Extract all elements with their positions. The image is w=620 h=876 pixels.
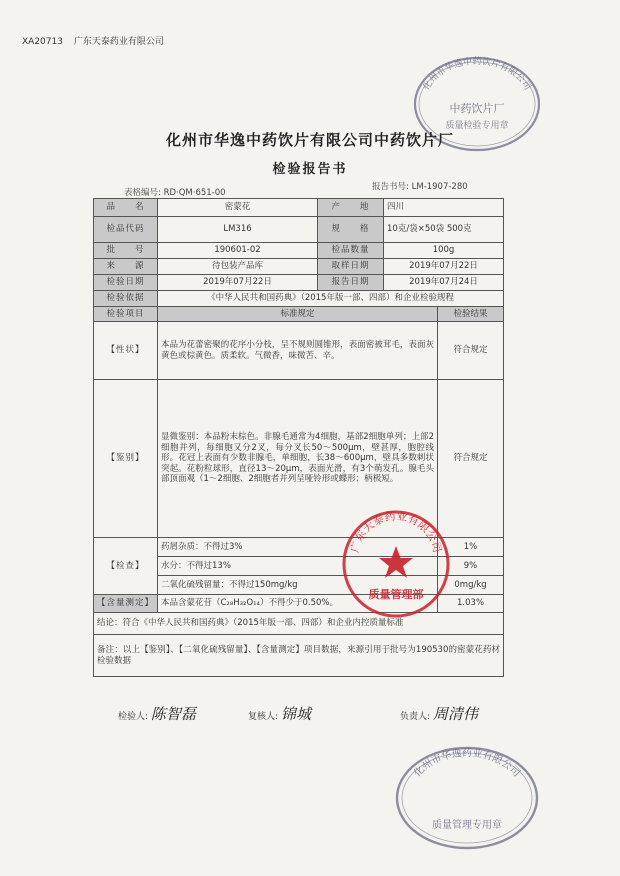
middle-stamp-ring-text: 广东天泰药业有限公司 xyxy=(348,509,444,555)
inspect-date-value: 2019年07月22日 xyxy=(158,275,318,291)
table-row xyxy=(94,243,504,259)
impurity-standard: 药屑杂质：不得过3% xyxy=(158,538,438,557)
moisture-standard: 水分：不得过13% xyxy=(158,557,438,576)
responsible-name: 周清伟 xyxy=(432,705,478,723)
form-number-value: RD·QM·651-00 xyxy=(163,188,226,198)
batch-label: 批 号 xyxy=(94,243,158,259)
so2-result: 0mg/kg xyxy=(438,576,504,595)
inspector-name: 陈智磊 xyxy=(150,705,196,723)
assay-label: 【含量测定】 xyxy=(94,595,158,613)
identification-result: 符合规定 xyxy=(438,380,504,538)
assay-standard: 本品含蒙花苷（C₂₈H₃₂O₁₄）不得少于0.50%。 xyxy=(158,595,438,613)
table-row xyxy=(94,217,504,243)
col-standard-header: 标准规定 xyxy=(158,307,438,322)
report-number-label: 报告书号: xyxy=(372,182,409,192)
spec-label: 规 格 xyxy=(318,217,384,243)
top-stamp-line2: 质量检验专用章 xyxy=(445,121,509,131)
bottom-stamp-line: 质量管理专用章 xyxy=(432,820,502,831)
inspect-date-label: 检验日期 xyxy=(94,275,158,291)
table-row xyxy=(94,322,504,380)
sample-date-value: 2019年07月22日 xyxy=(384,259,504,275)
report-number-value: LM-1907-280 xyxy=(411,182,468,192)
table-row xyxy=(94,199,504,217)
svg-text:广东天泰药业有限公司 xyxy=(347,509,444,554)
quality-management-stamp xyxy=(340,508,452,620)
svg-text:化州市华逸药业有限公司 xyxy=(411,746,523,779)
code-value: LM316 xyxy=(158,217,318,243)
responsible-label: 负责人: xyxy=(400,712,431,722)
identification-label: 【鉴别】 xyxy=(94,380,158,538)
top-stamp-line1: 中药饮片厂 xyxy=(449,102,505,115)
col-item-header: 检验项目 xyxy=(94,307,158,322)
reviewer-label: 复核人: xyxy=(248,712,279,722)
top-stamp-ring-text: 化州市华逸中药饮片有限公司 xyxy=(421,57,533,93)
responsible-signature xyxy=(400,703,478,724)
report-date-label: 报告日期 xyxy=(318,275,384,291)
so2-standard: 二氧化硫残留量：不得过150mg/kg xyxy=(158,576,438,595)
character-result: 符合规定 xyxy=(438,322,504,380)
company-title: 化州市华逸中药饮片有限公司中药饮片厂 xyxy=(165,131,454,149)
fax-company: 广东天泰药业有限公司 xyxy=(73,37,164,47)
table-header-row xyxy=(94,307,504,322)
source-label: 来 源 xyxy=(94,259,158,275)
table-row xyxy=(94,275,504,291)
moisture-result: 9% xyxy=(438,557,504,576)
source-value: 待包装产品库 xyxy=(158,259,318,275)
star-icon xyxy=(379,546,413,578)
origin-label: 产 地 xyxy=(318,199,384,217)
inspector-signature xyxy=(118,703,196,724)
examination-label: 【检查】 xyxy=(94,538,158,595)
report-title: 检验报告书 xyxy=(272,162,348,177)
table-row xyxy=(94,259,504,275)
product-label: 品 名 xyxy=(94,199,158,217)
reviewer-name: 锦城 xyxy=(280,705,311,723)
conclusion: 结论：符合《中华人民共和国药典》（2015年版一部、四部）和企业内控质量标准 xyxy=(94,613,504,635)
report-number xyxy=(372,180,468,192)
table-row xyxy=(94,635,504,677)
origin-value: 四川 xyxy=(384,199,504,217)
col-result-header: 检验结果 xyxy=(438,307,504,322)
table-row xyxy=(94,291,504,307)
qty-value: 100g xyxy=(384,243,504,259)
quality-control-stamp xyxy=(392,742,542,852)
qty-label: 检品数量 xyxy=(318,243,384,259)
character-standard: 本品为花蕾密聚的花序小分枝，呈不规则圆锥形，表面密被茸毛，表面灰黄色或棕黄色。质柔软。气微香，味微苦、辛。 xyxy=(158,322,438,380)
sample-date-label: 取样日期 xyxy=(318,259,384,275)
reviewer-signature xyxy=(248,703,311,724)
report-date-value: 2019年07月24日 xyxy=(384,275,504,291)
identification-standard: 显微鉴别：本品粉末棕色。非腺毛通常为4细胞，基部2细胞单列；上部2细胞并列，每细胞又分2叉，每分叉长50～500μm，壁甚厚，胞腔线形。花冠上表面有少数非腺毛，单细胞，长38～600μm，壁具多数刺状突起。花粉粒球形，直径13～20μm，表面光滑，有3个萌发孔。腺毛头部顶面观（1～2细胞、2细胞者并列呈哑铃形或蝶形；柄极短。 xyxy=(158,380,438,538)
spec-value: 10克/袋×50袋 500克 xyxy=(384,217,504,243)
bottom-stamp-ring-text: 化州市华逸药业有限公司 xyxy=(412,748,522,780)
product-value: 密蒙花 xyxy=(158,199,318,217)
form-number-label: 表格编号: xyxy=(124,188,161,198)
basis-label: 检验依据 xyxy=(94,291,158,307)
form-number xyxy=(124,186,226,198)
code-label: 检品代码 xyxy=(94,217,158,243)
assay-result: 1.03% xyxy=(438,595,504,613)
batch-value: 190601-02 xyxy=(158,243,318,259)
remark: 备注：以上【鉴别】、【二氧化硫残留量】、【含量测定】项目数据，来源引用于批号为190530的密蒙花药材检验数据 xyxy=(94,635,504,677)
inspector-label: 检验人: xyxy=(118,712,149,722)
character-label: 【性状】 xyxy=(94,322,158,380)
impurity-result: 1% xyxy=(438,538,504,557)
middle-stamp-line: 质量管理部 xyxy=(368,588,424,601)
basis-value: 《中华人民共和国药典》（2015年版一部、四部）和企业检验规程 xyxy=(158,291,504,307)
fax-header xyxy=(22,34,172,47)
fax-code: XA20713 xyxy=(22,37,63,47)
